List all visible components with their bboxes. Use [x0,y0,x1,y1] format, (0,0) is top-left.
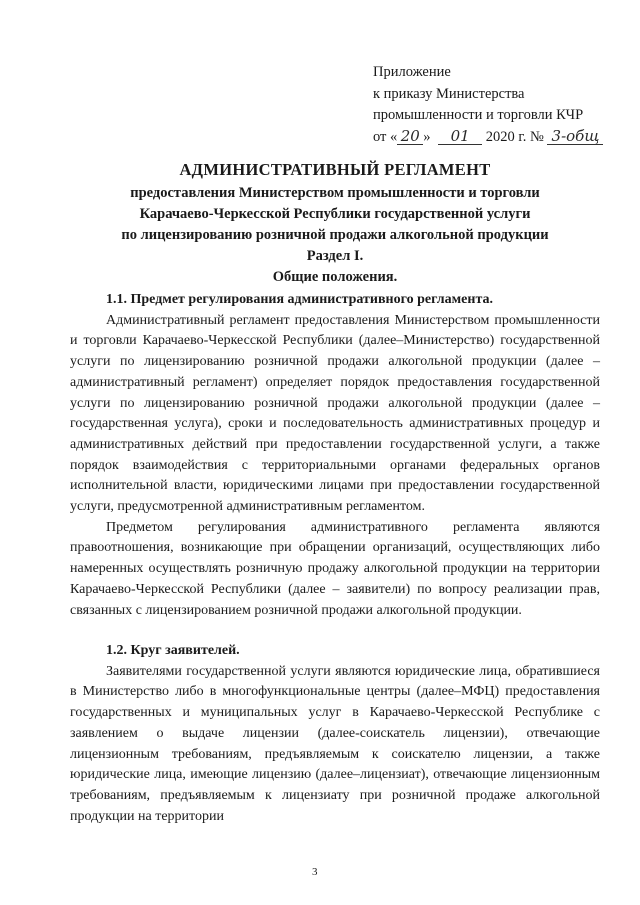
section-name: Общие положения. [272,269,398,285]
subtitle-line-2: Карачаево-Черкесской Республики государственной услуги [139,206,531,222]
appendix-block [373,62,603,148]
from-label: от [373,128,387,145]
appendix-line-1: Приложение [373,64,451,80]
document-title: АДМИНИСТРАТИВНЫЙ РЕГЛАМЕНТ [179,160,491,179]
handwritten-day: 20 [397,128,423,145]
close-quote: » [423,128,431,145]
page-number: 3 [312,866,318,878]
handwritten-number: 3-общ [547,128,603,145]
subtitle-line-3: по лицензированию розничной продажи алкогольной продукции [121,227,549,243]
paragraph: Заявителями государственной услуги являются юридические лица, обратившиеся в Министерство либо в многофункциональные центры (далее–МФЦ) предоставления государственных и муниципальных услуг в Карачаево-Черкесской Республике с заявлением о выдаче лицензии (далее-соискатель лицензии), отвечающие лицензионным требованиям, предъявляемым к соискателю лицензии, а также юридические лица, имеющие лицензию (далее–лицензиат), отвечающие лицензионным требованиям, предъявляемым к лицензиату при розничной продаже алкогольной продукции на территории [70,663,600,824]
year-text: 2020 г. № [485,128,544,145]
section-1-2 [70,641,600,827]
appendix-line-3: промышленности и торговли КЧР [373,107,584,123]
paragraph: Предметом регулирования административного регламента являются правоотношения, возникающие при обращении организаций, осуществляющих либо намеренных осуществлять розничную продажу алкогольной продукции на территории Карачаево-Черкесской Республики (далее – заявители) по вопросу реализации прав, связанных с лицензированием розничной продажи алкогольной продукции. [70,519,600,618]
handwritten-month: 01 [438,128,482,145]
subtitle-line-1: предоставления Министерством промышленности и торговли [130,185,540,201]
section-heading: 1.1. Предмет регулирования административного регламента. [106,292,493,307]
section-heading: 1.2. Круг заявителей. [106,643,240,658]
appendix-date-line [373,127,603,149]
paragraph: Административный регламент предоставления Министерством промышленности и торговли Карачаево-Черкесской Республики (далее–Министерство) государственной услуги по лицензированию розничной продажи алкогольной продукции (далее – административный регламент) определяет порядок предоставления государственной услуги по лицензированию розничной продажи алкогольной продукции (далее – государственная услуга), сроки и последовательность административных процедур и административных действий при предоставлении государственной услуги, а также порядок взаимодействия с территориальными органами федеральных органов исполнительной власти, юридическими лицами при предоставлении государственной услуги, предусмотренной административным регламентом. [70,312,600,515]
section-number: Раздел I. [306,248,364,264]
appendix-line-2: к приказу Министерства [373,85,525,102]
open-quote: « [390,128,398,145]
section-1-1 [70,290,600,621]
